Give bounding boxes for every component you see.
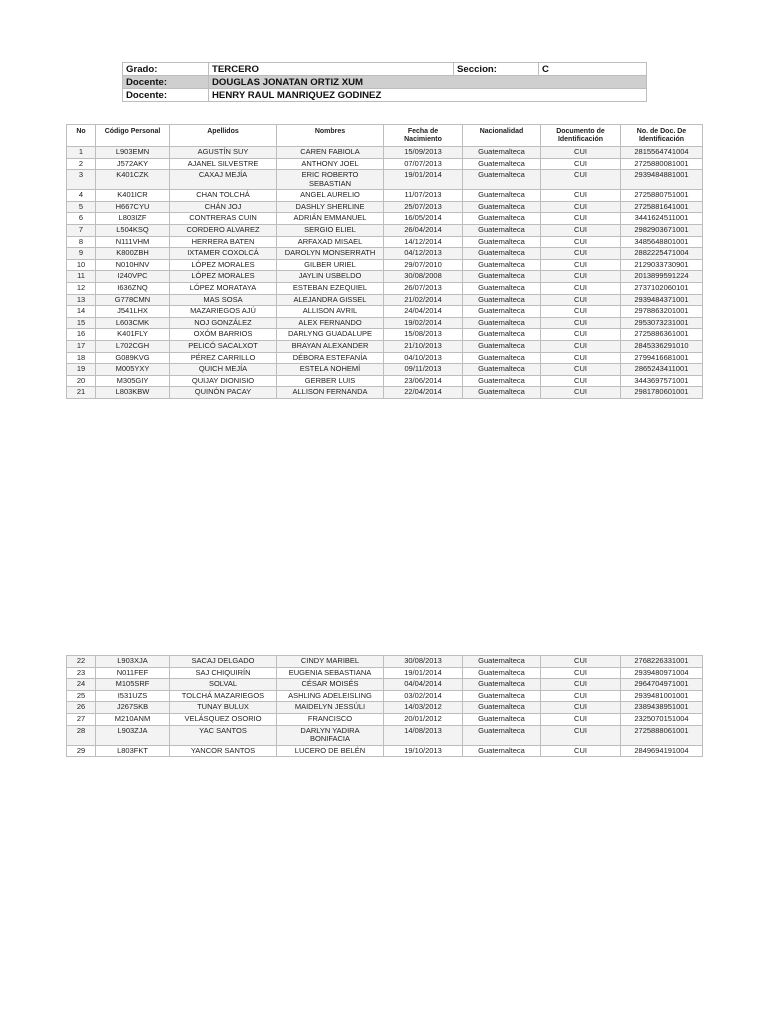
cell-nacionalidad: Guatemalteca bbox=[463, 170, 541, 190]
cell-apellidos: QUICH MEJÍA bbox=[170, 364, 277, 376]
cell-apellidos: CONTRERAS CUIN bbox=[170, 213, 277, 225]
cell-tipo-documento: CUI bbox=[541, 248, 621, 260]
cell-numero-documento: 2013899591224 bbox=[621, 271, 703, 283]
cell-codigo-personal: L803KBW bbox=[96, 387, 170, 399]
cell-tipo-documento: CUI bbox=[541, 282, 621, 294]
cell-nombres: DARLYNG GUADALUPE bbox=[277, 329, 384, 341]
cell-apellidos: HERRERA BATEN bbox=[170, 236, 277, 248]
student-row bbox=[67, 690, 703, 702]
cell-nombres: ARFAXAD MISAEL bbox=[277, 236, 384, 248]
cell-no: 20 bbox=[67, 375, 96, 387]
column-header-codigo-personal: Código Personal bbox=[96, 125, 170, 147]
column-header-no: No bbox=[67, 125, 96, 147]
cell-no: 25 bbox=[67, 690, 96, 702]
student-list-body bbox=[67, 147, 703, 399]
cell-nombres: DARLYN YADIRA BONIFACIA bbox=[277, 725, 384, 745]
cell-apellidos: QUINÓN PACAY bbox=[170, 387, 277, 399]
cell-numero-documento: 3441624511001 bbox=[621, 213, 703, 225]
cell-codigo-personal: L702CGH bbox=[96, 340, 170, 352]
cell-nombres: ALLISON AVRIL bbox=[277, 306, 384, 318]
cell-fecha-nacimiento: 14/03/2012 bbox=[384, 702, 463, 714]
cell-codigo-personal: N011FEF bbox=[96, 667, 170, 679]
cell-nacionalidad: Guatemalteca bbox=[463, 690, 541, 702]
cell-codigo-personal: M305GIY bbox=[96, 375, 170, 387]
student-row bbox=[67, 282, 703, 294]
student-row bbox=[67, 713, 703, 725]
cell-apellidos: CAXAJ MEJÍA bbox=[170, 170, 277, 190]
cell-no: 9 bbox=[67, 248, 96, 260]
cell-tipo-documento: CUI bbox=[541, 745, 621, 757]
cell-apellidos: QUIJAY DIONISIO bbox=[170, 375, 277, 387]
cell-fecha-nacimiento: 30/08/2013 bbox=[384, 656, 463, 668]
cell-fecha-nacimiento: 21/10/2013 bbox=[384, 340, 463, 352]
cell-tipo-documento: CUI bbox=[541, 271, 621, 283]
cell-nacionalidad: Guatemalteca bbox=[463, 667, 541, 679]
cell-tipo-documento: CUI bbox=[541, 352, 621, 364]
cell-apellidos: LÓPEZ MORATAYA bbox=[170, 282, 277, 294]
cell-codigo-personal: N111VHM bbox=[96, 236, 170, 248]
cell-numero-documento: 2725886361001 bbox=[621, 329, 703, 341]
cell-no: 18 bbox=[67, 352, 96, 364]
cell-numero-documento: 2845336291010 bbox=[621, 340, 703, 352]
cell-no: 1 bbox=[67, 147, 96, 159]
cell-no: 14 bbox=[67, 306, 96, 318]
cell-apellidos: AJANEL SILVESTRE bbox=[170, 158, 277, 170]
cell-apellidos: CHÁN JOJ bbox=[170, 201, 277, 213]
cell-numero-documento: 2849694191004 bbox=[621, 745, 703, 757]
cell-fecha-nacimiento: 15/09/2013 bbox=[384, 147, 463, 159]
cell-codigo-personal: M005YXY bbox=[96, 364, 170, 376]
cell-no: 28 bbox=[67, 725, 96, 745]
column-header-nacionalidad: Nacionalidad bbox=[463, 125, 541, 147]
student-row bbox=[67, 306, 703, 318]
cell-apellidos: OXÓM BARRIOS bbox=[170, 329, 277, 341]
student-row bbox=[67, 271, 703, 283]
cell-numero-documento: 2953073231001 bbox=[621, 317, 703, 329]
cell-nacionalidad: Guatemalteca bbox=[463, 248, 541, 260]
cell-no: 17 bbox=[67, 340, 96, 352]
cell-numero-documento: 2982903671001 bbox=[621, 224, 703, 236]
student-row bbox=[67, 702, 703, 714]
cell-apellidos: AGUSTÍN SUY bbox=[170, 147, 277, 159]
cell-nacionalidad: Guatemalteca bbox=[463, 364, 541, 376]
cell-codigo-personal: I240VPC bbox=[96, 271, 170, 283]
cell-tipo-documento: CUI bbox=[541, 364, 621, 376]
student-row bbox=[67, 352, 703, 364]
cell-codigo-personal: L903ZJA bbox=[96, 725, 170, 745]
cell-no: 7 bbox=[67, 224, 96, 236]
cell-nacionalidad: Guatemalteca bbox=[463, 294, 541, 306]
cell-nombres: ASHLING ADELEISLING bbox=[277, 690, 384, 702]
cell-no: 19 bbox=[67, 364, 96, 376]
cell-nombres: ANTHONY JOEL bbox=[277, 158, 384, 170]
cell-numero-documento: 2939481001001 bbox=[621, 690, 703, 702]
cell-codigo-personal: M105SRF bbox=[96, 679, 170, 691]
cell-nacionalidad: Guatemalteca bbox=[463, 725, 541, 745]
cell-fecha-nacimiento: 04/04/2014 bbox=[384, 679, 463, 691]
cell-codigo-personal: N010HNV bbox=[96, 259, 170, 271]
cell-nombres: ALEJANDRA GISSEL bbox=[277, 294, 384, 306]
cell-nacionalidad: Guatemalteca bbox=[463, 317, 541, 329]
seccion-value: C bbox=[539, 63, 647, 76]
cell-nombres: CAREN FABIOLA bbox=[277, 147, 384, 159]
cell-no: 23 bbox=[67, 667, 96, 679]
cell-nacionalidad: Guatemalteca bbox=[463, 713, 541, 725]
cell-nacionalidad: Guatemalteca bbox=[463, 213, 541, 225]
cell-apellidos: NOJ GONZÁLEZ bbox=[170, 317, 277, 329]
cell-fecha-nacimiento: 29/07/2010 bbox=[384, 259, 463, 271]
cell-tipo-documento: CUI bbox=[541, 306, 621, 318]
cell-nombres: CÉSAR MOISÉS bbox=[277, 679, 384, 691]
student-row bbox=[67, 375, 703, 387]
cell-no: 13 bbox=[67, 294, 96, 306]
cell-tipo-documento: CUI bbox=[541, 702, 621, 714]
cell-nombres: DÉBORA ESTEFANÍA bbox=[277, 352, 384, 364]
cell-nombres: LUCERO DE BELÉN bbox=[277, 745, 384, 757]
seccion-label: Seccion: bbox=[454, 63, 539, 76]
cell-tipo-documento: CUI bbox=[541, 690, 621, 702]
cell-nombres: ERIC ROBERTO SEBASTIAN bbox=[277, 170, 384, 190]
cell-numero-documento: 2815564741004 bbox=[621, 147, 703, 159]
cell-codigo-personal: L803IZF bbox=[96, 213, 170, 225]
grado-row bbox=[123, 63, 647, 76]
cell-nacionalidad: Guatemalteca bbox=[463, 329, 541, 341]
cell-nacionalidad: Guatemalteca bbox=[463, 236, 541, 248]
cell-nombres: EUGENIA SEBASTIANA bbox=[277, 667, 384, 679]
cell-numero-documento: 2129033730901 bbox=[621, 259, 703, 271]
cell-fecha-nacimiento: 19/02/2014 bbox=[384, 317, 463, 329]
student-row bbox=[67, 364, 703, 376]
cell-nacionalidad: Guatemalteca bbox=[463, 147, 541, 159]
cell-no: 3 bbox=[67, 170, 96, 190]
cell-codigo-personal: H667CYU bbox=[96, 201, 170, 213]
cell-numero-documento: 2939484371001 bbox=[621, 294, 703, 306]
cell-apellidos: TUNAY BULUX bbox=[170, 702, 277, 714]
cell-tipo-documento: CUI bbox=[541, 259, 621, 271]
cell-nacionalidad: Guatemalteca bbox=[463, 656, 541, 668]
cell-tipo-documento: CUI bbox=[541, 713, 621, 725]
cell-numero-documento: 2939484881001 bbox=[621, 170, 703, 190]
student-list-continuation-table bbox=[66, 655, 703, 757]
cell-nacionalidad: Guatemalteca bbox=[463, 352, 541, 364]
cell-codigo-personal: I636ZNQ bbox=[96, 282, 170, 294]
student-row bbox=[67, 329, 703, 341]
cell-apellidos: SAJ CHIQUIRÍN bbox=[170, 667, 277, 679]
cell-nombres: ESTELA NOHEMÍ bbox=[277, 364, 384, 376]
cell-tipo-documento: CUI bbox=[541, 375, 621, 387]
cell-apellidos: CORDERO ALVAREZ bbox=[170, 224, 277, 236]
cell-no: 26 bbox=[67, 702, 96, 714]
cell-numero-documento: 2768226331001 bbox=[621, 656, 703, 668]
cell-apellidos: SOLVAL bbox=[170, 679, 277, 691]
cell-nombres: BRAYAN ALEXANDER bbox=[277, 340, 384, 352]
cell-tipo-documento: CUI bbox=[541, 387, 621, 399]
cell-fecha-nacimiento: 19/01/2014 bbox=[384, 667, 463, 679]
cell-numero-documento: 2978863201001 bbox=[621, 306, 703, 318]
cell-codigo-personal: K401FLY bbox=[96, 329, 170, 341]
cell-codigo-personal: L504KSQ bbox=[96, 224, 170, 236]
course-info-table bbox=[122, 62, 647, 102]
cell-fecha-nacimiento: 23/06/2014 bbox=[384, 375, 463, 387]
cell-apellidos: VELÁSQUEZ OSORIO bbox=[170, 713, 277, 725]
cell-nombres: GERBER LUIS bbox=[277, 375, 384, 387]
student-row bbox=[67, 236, 703, 248]
cell-tipo-documento: CUI bbox=[541, 147, 621, 159]
cell-fecha-nacimiento: 19/10/2013 bbox=[384, 745, 463, 757]
column-header-numero-documento: No. de Doc. De Identificación bbox=[621, 125, 703, 147]
cell-no: 6 bbox=[67, 213, 96, 225]
cell-fecha-nacimiento: 30/08/2008 bbox=[384, 271, 463, 283]
cell-nacionalidad: Guatemalteca bbox=[463, 702, 541, 714]
column-header-tipo-documento: Documento de Identificación bbox=[541, 125, 621, 147]
cell-nacionalidad: Guatemalteca bbox=[463, 745, 541, 757]
cell-tipo-documento: CUI bbox=[541, 213, 621, 225]
cell-numero-documento: 2737102060101 bbox=[621, 282, 703, 294]
cell-tipo-documento: CUI bbox=[541, 656, 621, 668]
student-row bbox=[67, 224, 703, 236]
student-row bbox=[67, 170, 703, 190]
cell-numero-documento: 2725880081001 bbox=[621, 158, 703, 170]
cell-apellidos: PÉREZ CARRILLO bbox=[170, 352, 277, 364]
cell-no: 27 bbox=[67, 713, 96, 725]
cell-codigo-personal: M210ANM bbox=[96, 713, 170, 725]
student-row bbox=[67, 294, 703, 306]
cell-fecha-nacimiento: 16/05/2014 bbox=[384, 213, 463, 225]
student-row bbox=[67, 190, 703, 202]
cell-nombres: DAROLYN MONSERRATH bbox=[277, 248, 384, 260]
docente-label: Docente: bbox=[123, 89, 209, 102]
cell-nacionalidad: Guatemalteca bbox=[463, 375, 541, 387]
cell-apellidos: PELICÓ SACALXOT bbox=[170, 340, 277, 352]
cell-codigo-personal: K401CZK bbox=[96, 170, 170, 190]
cell-nacionalidad: Guatemalteca bbox=[463, 306, 541, 318]
cell-fecha-nacimiento: 14/08/2013 bbox=[384, 725, 463, 745]
column-header-apellidos: Apellidos bbox=[170, 125, 277, 147]
student-list-body bbox=[67, 656, 703, 757]
cell-fecha-nacimiento: 15/08/2013 bbox=[384, 329, 463, 341]
cell-fecha-nacimiento: 03/02/2014 bbox=[384, 690, 463, 702]
grado-label: Grado: bbox=[123, 63, 209, 76]
cell-nacionalidad: Guatemalteca bbox=[463, 190, 541, 202]
cell-codigo-personal: I531UZS bbox=[96, 690, 170, 702]
cell-apellidos: YANCOR SANTOS bbox=[170, 745, 277, 757]
student-row bbox=[67, 745, 703, 757]
cell-no: 15 bbox=[67, 317, 96, 329]
cell-numero-documento: 2325070151004 bbox=[621, 713, 703, 725]
student-row bbox=[67, 158, 703, 170]
docente-name: DOUGLAS JONATAN ORTIZ XUM bbox=[209, 76, 647, 89]
cell-fecha-nacimiento: 04/10/2013 bbox=[384, 352, 463, 364]
cell-numero-documento: 3485648801001 bbox=[621, 236, 703, 248]
cell-nacionalidad: Guatemalteca bbox=[463, 259, 541, 271]
student-row bbox=[67, 259, 703, 271]
student-row bbox=[67, 340, 703, 352]
cell-numero-documento: 2389438951001 bbox=[621, 702, 703, 714]
student-list-table bbox=[66, 124, 703, 399]
cell-numero-documento: 2865243411001 bbox=[621, 364, 703, 376]
cell-codigo-personal: K401ICR bbox=[96, 190, 170, 202]
cell-nacionalidad: Guatemalteca bbox=[463, 224, 541, 236]
student-row bbox=[67, 656, 703, 668]
cell-numero-documento: 2882225471004 bbox=[621, 248, 703, 260]
cell-tipo-documento: CUI bbox=[541, 667, 621, 679]
column-header-nombres: Nombres bbox=[277, 125, 384, 147]
cell-apellidos: TOLCHÁ MAZARIEGOS bbox=[170, 690, 277, 702]
cell-nombres: GILBER URIEL bbox=[277, 259, 384, 271]
cell-codigo-personal: G778CMN bbox=[96, 294, 170, 306]
cell-fecha-nacimiento: 07/07/2013 bbox=[384, 158, 463, 170]
cell-fecha-nacimiento: 24/04/2014 bbox=[384, 306, 463, 318]
docente-name: HENRY RAUL MANRIQUEZ GODINEZ bbox=[209, 89, 647, 102]
cell-fecha-nacimiento: 26/04/2014 bbox=[384, 224, 463, 236]
cell-no: 22 bbox=[67, 656, 96, 668]
student-row bbox=[67, 679, 703, 691]
cell-no: 24 bbox=[67, 679, 96, 691]
cell-codigo-personal: L803FKT bbox=[96, 745, 170, 757]
cell-codigo-personal: J572AKY bbox=[96, 158, 170, 170]
cell-fecha-nacimiento: 11/07/2013 bbox=[384, 190, 463, 202]
column-header-fecha-nacimiento: Fecha de Nacimiento bbox=[384, 125, 463, 147]
cell-numero-documento: 2939480971004 bbox=[621, 667, 703, 679]
cell-tipo-documento: CUI bbox=[541, 725, 621, 745]
student-row bbox=[67, 147, 703, 159]
cell-numero-documento: 2799416681001 bbox=[621, 352, 703, 364]
cell-tipo-documento: CUI bbox=[541, 236, 621, 248]
cell-tipo-documento: CUI bbox=[541, 679, 621, 691]
cell-nacionalidad: Guatemalteca bbox=[463, 158, 541, 170]
cell-no: 16 bbox=[67, 329, 96, 341]
cell-tipo-documento: CUI bbox=[541, 317, 621, 329]
student-row bbox=[67, 213, 703, 225]
cell-fecha-nacimiento: 26/07/2013 bbox=[384, 282, 463, 294]
cell-no: 4 bbox=[67, 190, 96, 202]
cell-tipo-documento: CUI bbox=[541, 329, 621, 341]
cell-apellidos: SACAJ DELGADO bbox=[170, 656, 277, 668]
cell-fecha-nacimiento: 14/12/2014 bbox=[384, 236, 463, 248]
cell-numero-documento: 3443697571001 bbox=[621, 375, 703, 387]
cell-no: 21 bbox=[67, 387, 96, 399]
docente-label: Docente: bbox=[123, 76, 209, 89]
cell-nombres: ANGEL AURELIO bbox=[277, 190, 384, 202]
grado-value: TERCERO bbox=[209, 63, 454, 76]
cell-no: 2 bbox=[67, 158, 96, 170]
cell-codigo-personal: G089KVG bbox=[96, 352, 170, 364]
cell-numero-documento: 2725888061001 bbox=[621, 725, 703, 745]
cell-tipo-documento: CUI bbox=[541, 170, 621, 190]
cell-nombres: MAIDELYN JESSÚLI bbox=[277, 702, 384, 714]
cell-tipo-documento: CUI bbox=[541, 201, 621, 213]
cell-numero-documento: 2725881641001 bbox=[621, 201, 703, 213]
cell-fecha-nacimiento: 25/07/2013 bbox=[384, 201, 463, 213]
cell-fecha-nacimiento: 19/01/2014 bbox=[384, 170, 463, 190]
cell-apellidos: MAS SOSA bbox=[170, 294, 277, 306]
cell-tipo-documento: CUI bbox=[541, 190, 621, 202]
cell-codigo-personal: L603CMK bbox=[96, 317, 170, 329]
cell-nombres: ESTEBAN EZEQUIEL bbox=[277, 282, 384, 294]
cell-no: 10 bbox=[67, 259, 96, 271]
cell-nacionalidad: Guatemalteca bbox=[463, 679, 541, 691]
column-header-row bbox=[67, 125, 703, 147]
cell-fecha-nacimiento: 09/11/2013 bbox=[384, 364, 463, 376]
cell-numero-documento: 2981780601001 bbox=[621, 387, 703, 399]
cell-nombres: JAYLIN USBELDO bbox=[277, 271, 384, 283]
cell-apellidos: YAC SANTOS bbox=[170, 725, 277, 745]
cell-tipo-documento: CUI bbox=[541, 294, 621, 306]
cell-nombres: DASHLY SHERLINE bbox=[277, 201, 384, 213]
cell-tipo-documento: CUI bbox=[541, 224, 621, 236]
cell-fecha-nacimiento: 04/12/2013 bbox=[384, 248, 463, 260]
cell-numero-documento: 2725880751001 bbox=[621, 190, 703, 202]
cell-apellidos: IXTAMER COXOLCÁ bbox=[170, 248, 277, 260]
cell-fecha-nacimiento: 22/04/2014 bbox=[384, 387, 463, 399]
student-row bbox=[67, 667, 703, 679]
student-row bbox=[67, 387, 703, 399]
student-row bbox=[67, 248, 703, 260]
cell-no: 29 bbox=[67, 745, 96, 757]
cell-apellidos: MAZARIEGOS AJÚ bbox=[170, 306, 277, 318]
docente-row bbox=[123, 89, 647, 102]
cell-nacionalidad: Guatemalteca bbox=[463, 201, 541, 213]
cell-no: 5 bbox=[67, 201, 96, 213]
cell-no: 8 bbox=[67, 236, 96, 248]
student-row bbox=[67, 317, 703, 329]
cell-numero-documento: 2964704971001 bbox=[621, 679, 703, 691]
cell-codigo-personal: L903EMN bbox=[96, 147, 170, 159]
cell-nombres: SERGIO ELIEL bbox=[277, 224, 384, 236]
docente-row bbox=[123, 76, 647, 89]
cell-nombres: CINDY MARIBEL bbox=[277, 656, 384, 668]
cell-nacionalidad: Guatemalteca bbox=[463, 387, 541, 399]
cell-apellidos: CHAN TOLCHÁ bbox=[170, 190, 277, 202]
cell-fecha-nacimiento: 21/02/2014 bbox=[384, 294, 463, 306]
cell-nacionalidad: Guatemalteca bbox=[463, 271, 541, 283]
cell-codigo-personal: K800ZBH bbox=[96, 248, 170, 260]
cell-no: 12 bbox=[67, 282, 96, 294]
cell-apellidos: LÓPEZ MORALES bbox=[170, 271, 277, 283]
cell-nacionalidad: Guatemalteca bbox=[463, 282, 541, 294]
cell-nombres: ALEX FERNANDO bbox=[277, 317, 384, 329]
student-row bbox=[67, 201, 703, 213]
cell-nombres: FRANCISCO bbox=[277, 713, 384, 725]
cell-codigo-personal: J267SKB bbox=[96, 702, 170, 714]
cell-codigo-personal: J541LHX bbox=[96, 306, 170, 318]
cell-tipo-documento: CUI bbox=[541, 340, 621, 352]
cell-nombres: ADRIÁN EMMANUEL bbox=[277, 213, 384, 225]
cell-codigo-personal: L903XJA bbox=[96, 656, 170, 668]
cell-tipo-documento: CUI bbox=[541, 158, 621, 170]
cell-nombres: ALLISON FERNANDA bbox=[277, 387, 384, 399]
cell-nacionalidad: Guatemalteca bbox=[463, 340, 541, 352]
cell-no: 11 bbox=[67, 271, 96, 283]
cell-apellidos: LÓPEZ MORALES bbox=[170, 259, 277, 271]
cell-fecha-nacimiento: 20/01/2012 bbox=[384, 713, 463, 725]
student-row bbox=[67, 725, 703, 745]
